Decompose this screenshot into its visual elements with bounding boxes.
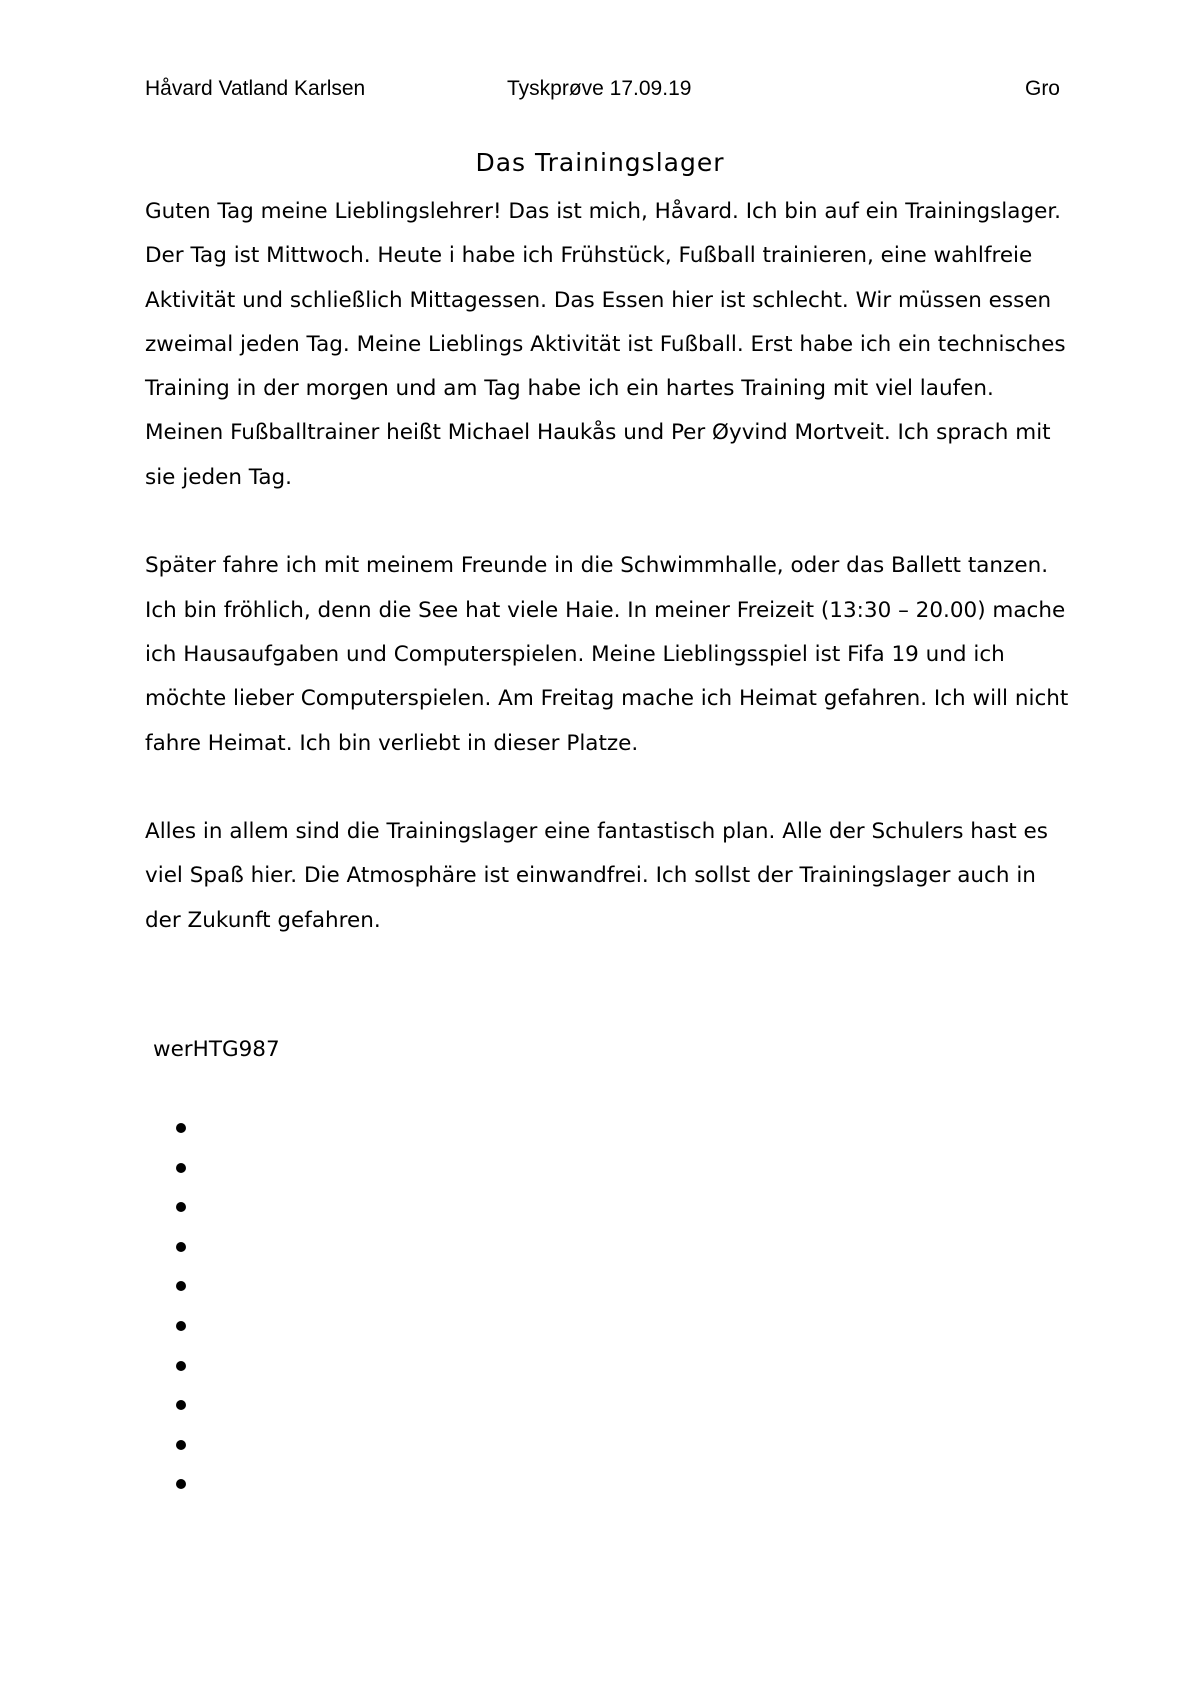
bullet-item	[176, 1313, 196, 1353]
bullet-item	[176, 1353, 196, 1393]
bullet-dot-icon	[176, 1361, 186, 1371]
bullet-dot-icon	[176, 1123, 186, 1133]
bullet-item	[176, 1115, 196, 1155]
bullet-item	[176, 1273, 196, 1313]
bullet-item	[176, 1194, 196, 1234]
paragraph-3: Alles in allem sind die Trainingslager eine fantastisch plan. Alle der Schulers hast es viel Spaß hier. Die Atmosphäre ist einwandfrei. Ich sollst der Trainingslager auch in der Zukunft gefahren.	[145, 819, 1048, 933]
bullet-item	[176, 1471, 196, 1511]
document-body	[145, 190, 1075, 943]
bullet-item	[176, 1155, 196, 1195]
header-exam-date: Tyskprøve 17.09.19	[507, 77, 692, 100]
bullet-dot-icon	[176, 1281, 186, 1291]
bullet-dot-icon	[176, 1440, 186, 1450]
paragraph-1: Guten Tag meine Lieblingslehrer! Das ist mich, Håvard. Ich bin auf ein Trainingslager. Der Tag ist Mittwoch. Heute i habe ich Frühstück, Fußball trainieren, eine wahlfreie Aktivität und schließlich Mittagessen. Das Essen hier ist schlecht. Wir müssen essen zweimal jeden Tag. Meine Lieblings Aktivität ist Fußball. Erst habe ich ein technisches Training in der morgen und am Tag habe ich ein hartes Training mit viel laufen. Meinen Fußballtrainer heißt Michael Haukås und Per Øyvind Mortveit. Ich sprach mit sie jeden Tag.	[145, 199, 1066, 490]
empty-bullet-list	[176, 1115, 196, 1511]
bullet-dot-icon	[176, 1400, 186, 1410]
bullet-dot-icon	[176, 1163, 186, 1173]
bullet-item	[176, 1392, 196, 1432]
bullet-dot-icon	[176, 1321, 186, 1331]
header-author: Håvard Vatland Karlsen	[145, 77, 366, 100]
page-header	[145, 74, 1060, 104]
document-title: Das Trainingslager	[475, 148, 725, 177]
bullet-dot-icon	[176, 1202, 186, 1212]
header-teacher: Gro	[1024, 77, 1060, 100]
bullet-item	[176, 1234, 196, 1274]
bullet-dot-icon	[176, 1242, 186, 1252]
bullet-dot-icon	[176, 1479, 186, 1489]
paragraph-2: Später fahre ich mit meinem Freunde in die Schwimmhalle, oder das Ballett tanzen. Ich bin fröhlich, denn die See hat viele Haie. In meiner Freizeit (13:30 – 20.00) mache ich Hausaufgaben und Computerspielen. Meine Lieblingsspiel ist Fifa 19 und ich möchte lieber Computerspielen. Am Freitag mache ich Heimat gefahren. Ich will nicht fahre Heimat. Ich bin verliebt in dieser Platze.	[145, 553, 1069, 756]
code-line: werHTG987	[153, 1037, 280, 1062]
bullet-item	[176, 1432, 196, 1472]
